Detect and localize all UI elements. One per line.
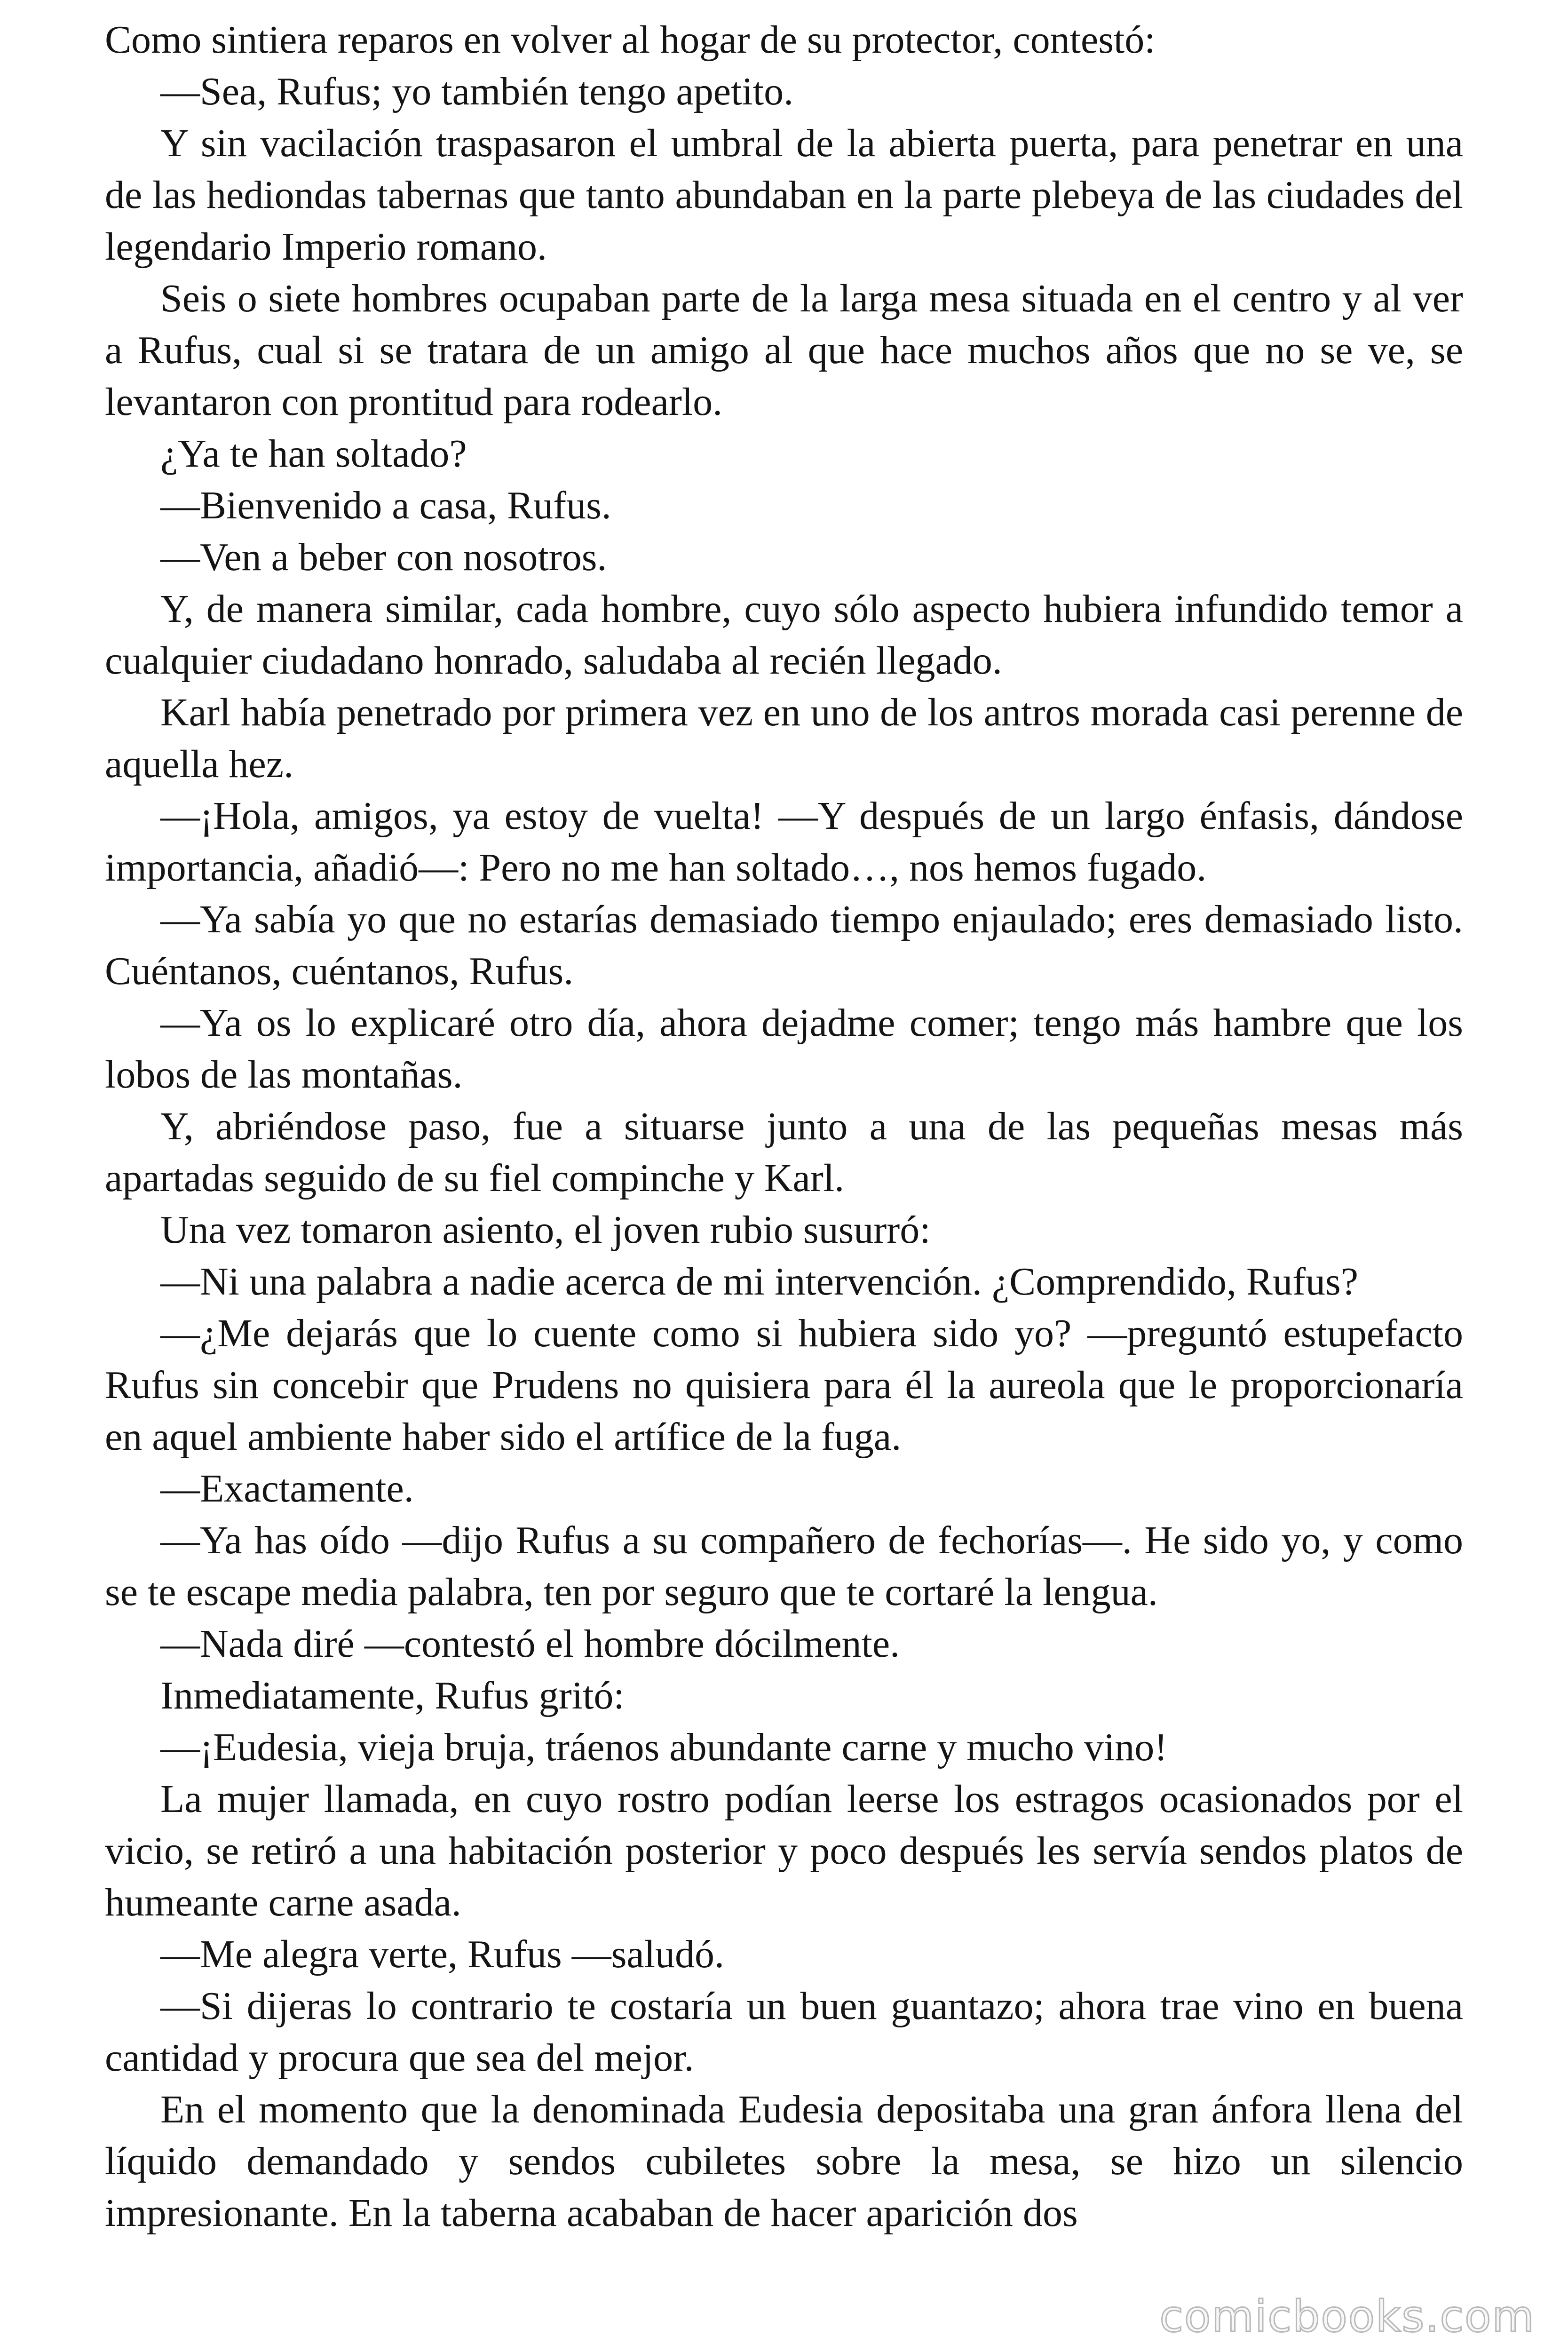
paragraph: —Ven a beber con nosotros. <box>160 535 607 579</box>
paragraph: ¿Ya te han soltado? <box>160 432 467 476</box>
paragraph: —Nada diré —contestó el hombre dócilmente. <box>160 1622 900 1666</box>
paragraph: En el momento que la denominada Eudesia depositaba una gran ánfora llena del líquido demandado y sendos cubiletes sobre la mesa, se hizo un silencio impresionante. En la taberna acababan de hacer aparición dos <box>105 2088 1463 2235</box>
paragraph: —Ya os lo explicaré otro día, ahora dejadme comer; tengo más hambre que los lobos de las montañas. <box>105 1001 1463 1097</box>
paragraph: La mujer llamada, en cuyo rostro podían leerse los estragos ocasionados por el vicio, se retiró a una habitación posterior y poco después les servía sendos platos de humeante carne asada. <box>105 1777 1463 1924</box>
paragraph: —Sea, Rufus; yo también tengo apetito. <box>160 70 794 113</box>
paragraph: Y, de manera similar, cada hombre, cuyo sólo aspecto hubiera infundido temor a cualquier ciudadano honrado, saludaba al recién llegado. <box>105 587 1463 683</box>
paragraph: —Ya sabía yo que no estarías demasiado tiempo enjaulado; eres demasiado listo. Cuéntanos, cuéntanos, Rufus. <box>105 898 1463 993</box>
paragraph: —Bienvenido a casa, Rufus. <box>160 484 611 527</box>
watermark: comicbooks.com <box>1159 2291 1535 2342</box>
text-body <box>105 14 1463 2239</box>
paragraph: —Me alegra verte, Rufus —saludó. <box>160 1932 725 1976</box>
paragraph: —¡Eudesia, vieja bruja, tráenos abundante carne y mucho vino! <box>160 1725 1168 1769</box>
paragraph: Como sintiera reparos en volver al hogar de su protector, contestó: <box>105 18 1156 62</box>
paragraph: Y, abriéndose paso, fue a situarse junto a una de las pequeñas mesas más apartadas seguido de su fiel compinche y Karl. <box>105 1104 1463 1200</box>
paragraph: Karl había penetrado por primera vez en uno de los antros morada casi perenne de aquella hez. <box>105 691 1463 786</box>
paragraph: Inmediatamente, Rufus gritó: <box>160 1674 625 1717</box>
paragraph: Seis o siete hombres ocupaban parte de la larga mesa situada en el centro y al ver a Rufus, cual si se tratara de un amigo al que hace muchos años que no se ve, se levantaron con prontitud para rodearlo. <box>105 277 1463 424</box>
paragraph: —¡Hola, amigos, ya estoy de vuelta! —Y después de un largo énfasis, dándose importancia, añadió—: Pero no me han soltado…, nos hemos fugado. <box>105 794 1463 890</box>
paragraph: Una vez tomaron asiento, el joven rubio susurró: <box>160 1208 931 1252</box>
paragraph: —Ni una palabra a nadie acerca de mi intervención. ¿Comprendido, Rufus? <box>160 1260 1359 1303</box>
paragraph: —Ya has oído —dijo Rufus a su compañero de fechorías—. He sido yo, y como se te escape media palabra, ten por seguro que te cortaré la lengua. <box>105 1518 1463 1614</box>
paragraph: —¿Me dejarás que lo cuente como si hubiera sido yo? —preguntó estupefacto Rufus sin concebir que Prudens no quisiera para él la aureola que le proporcionaría en aquel ambiente haber sido el artífice de la fuga. <box>105 1311 1463 1459</box>
paragraph: —Exactamente. <box>160 1467 414 1510</box>
page <box>105 14 1463 2338</box>
paragraph: Y sin vacilación traspasaron el umbral de la abierta puerta, para penetrar en una de las hediondas tabernas que tanto abundaban en la parte plebeya de las ciudades del legendario Imperio romano. <box>105 121 1463 269</box>
paragraph: —Si dijeras lo contrario te costaría un buen guantazo; ahora trae vino en buena cantidad y procura que sea del mejor. <box>105 1984 1463 2080</box>
